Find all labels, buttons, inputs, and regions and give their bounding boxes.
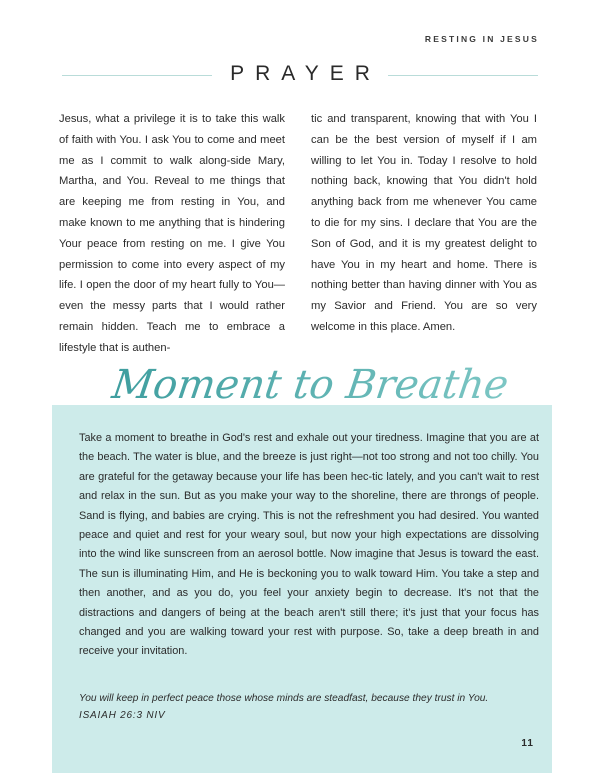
running-head: RESTING IN JESUS [424, 34, 539, 44]
moment-to-breathe-title [109, 352, 512, 422]
prayer-title: PRAYER [230, 62, 381, 85]
scripture-reference: ISAIAH 26:3 NIV [79, 710, 166, 721]
title-rule-left [62, 75, 212, 76]
scripture-verse: You will keep in perfect peace those whose minds are steadfast, because they trust in You. [79, 693, 489, 704]
moment-body: Take a moment to breathe in God's rest and exhale out your tiredness. Imagine that you are at the beach. The water is blue, and the breeze is just right—not too strong and not too chilly. You are grateful for the getaway because your life has been hec-tic lately, and you can't wait to rest and relax in the sun. But as you make your way to the shoreline, there are throngs of people. Sand is flying, and babies are crying. This is not the refreshment you had desired. You wanted peace and quiet and rest for your weary soul, but now your high expectations are dissolving into the wind like sunscreen from an aerosol bottle. Now imagine that Jesus is toward the east. The sun is illuminating Him, and He is beckoning you to walk toward Him. You take a step and then another, and as you do, you feel your anxiety begin to decrease. It's not that the distractions and dangers of being at the beach aren't still there; it's just that your focus has changed and you are walking toward your rest with purpose. So, take a deep breath in and receive your invitation. [79, 432, 539, 658]
prayer-column-left: Jesus, what a privilege it is to take this walk of faith with You. I ask You to come and meet me as I commit to walk along-side Mary, Martha, and You. Reveal to me things that are keeping me from resting in You, and make known to me anything that is hindering Your peace from resting on me. I give You permission to come into every aspect of my life. I open the door of my heart fully to You—even the messy parts that I would rather remain hidden. Teach me to embrace a lifestyle that is authen- [59, 113, 285, 354]
page-number: 11 [521, 738, 534, 749]
moment-to-breathe-heading: Moment to Breathe [109, 362, 512, 408]
prayer-column-right: tic and transparent, knowing that with You I can be the best version of myself if I am willing to let You in. Today I resolve to hold nothing back, knowing that You didn't hold anything back from me whenever You came to die for my sins. I declare that You are the Son of God, and it is my greatest delight to have You in my heart and home. There is nothing better than having dinner with You as my Savior and Friend. You are so very welcome in this place. Amen. [311, 113, 537, 333]
prayer-text [59, 109, 537, 359]
title-rule-right [388, 75, 538, 76]
